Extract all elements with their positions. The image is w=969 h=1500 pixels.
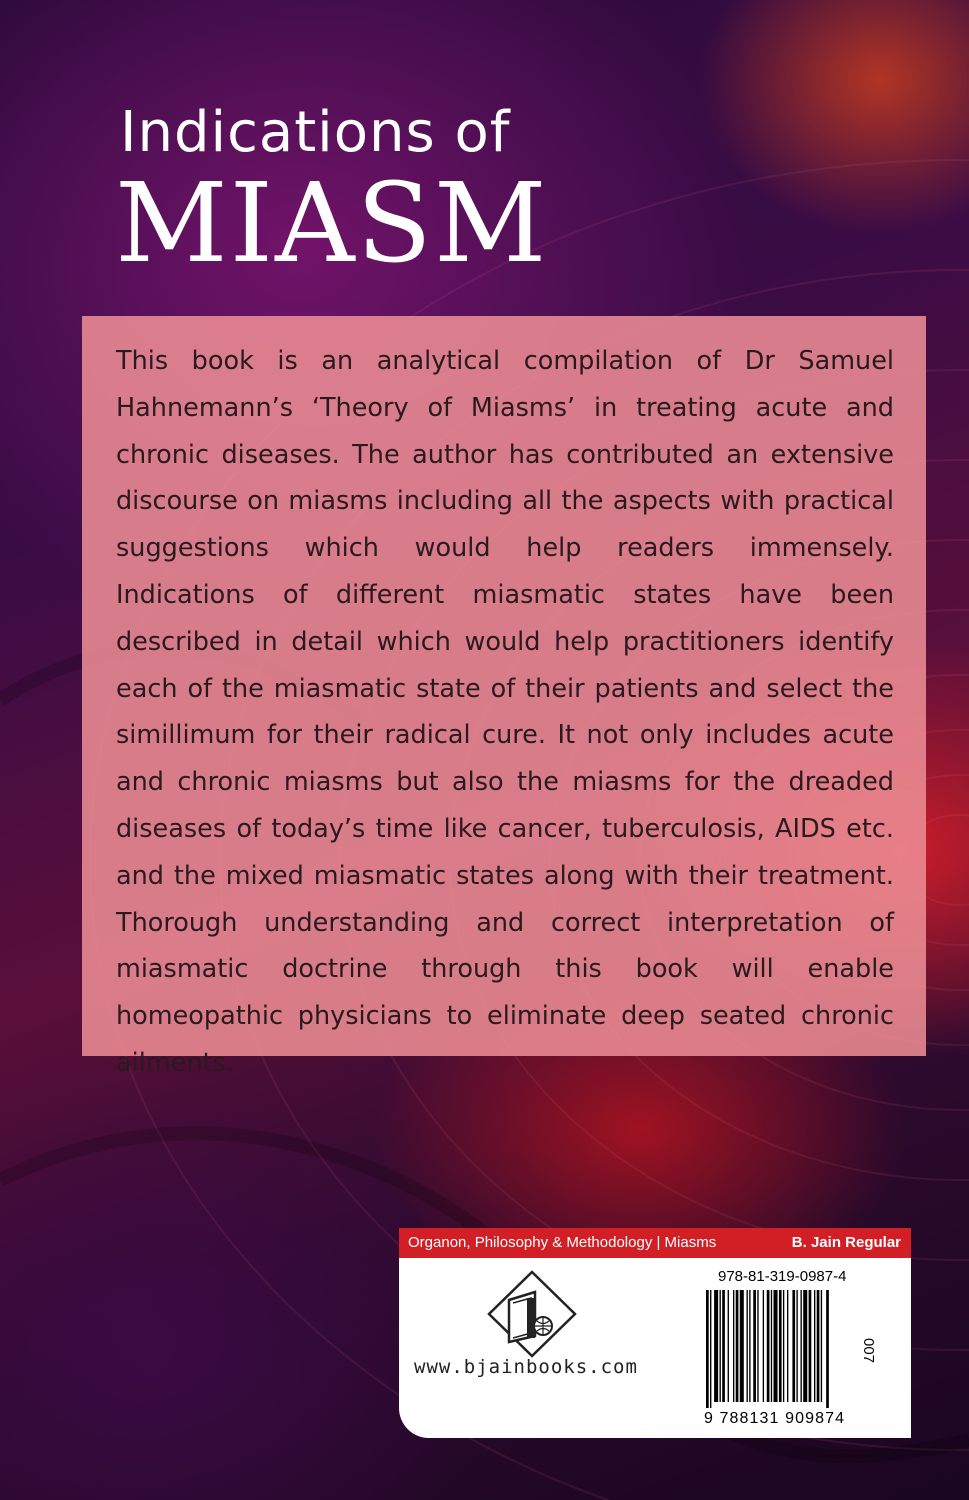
barcode-bar xyxy=(753,1290,756,1402)
title-line-1: Indications of xyxy=(120,100,511,165)
barcode-bar xyxy=(714,1290,718,1402)
description-box xyxy=(82,316,926,1078)
barcode-bar xyxy=(774,1290,778,1402)
barcode-bar xyxy=(796,1290,797,1402)
title-line-2: MIASM xyxy=(115,159,549,287)
series-label: B. Jain Regular xyxy=(791,1234,901,1251)
barcode-bar xyxy=(814,1290,815,1402)
website-url: www.bjainbooks.com xyxy=(414,1356,638,1378)
barcode-bar xyxy=(740,1290,744,1402)
category-bar xyxy=(399,1228,911,1258)
barcode-bar xyxy=(733,1290,734,1402)
barcode-bar xyxy=(728,1290,729,1402)
barcode-digits: 9 788131 909874 xyxy=(704,1410,846,1427)
addon-code: 007 xyxy=(860,1338,877,1364)
barcode-bar xyxy=(710,1290,711,1408)
barcode-bar xyxy=(767,1290,770,1402)
barcode-bar xyxy=(787,1290,788,1402)
barcode-bar xyxy=(722,1290,725,1402)
barcode-bar xyxy=(749,1290,750,1402)
barcode-bar xyxy=(779,1290,782,1402)
barcode-bar xyxy=(809,1290,812,1402)
description-text: This book is an analytical compilation of Dr Samuel Hahnemann’s ‘Theory of Miasms’ in treating acute and chronic diseases. The author has contributed an extensive discourse on miasms including all the aspects with practical suggestions which would help readers immensely. Indications of different miasmatic states have been described in detail which would help practitioners identify each of the miasmatic state of their patients and select the simillimum for their radical cure. It not only includes acute and chronic miasms but also the miasms for the dreaded diseases of today’s time like cancer, tuberculosis, AIDS etc. and the mixed miasmatic states along with their treatment. Thorough understanding and correct interpretation of miasmatic doctrine through this book will enable homeopathic physicians to eliminate deep seated chronic ailments. xyxy=(116,346,894,1078)
isbn-number: 978-81-319-0987-4 xyxy=(718,1268,847,1285)
barcode-bar xyxy=(720,1290,721,1402)
barcode xyxy=(704,1290,879,1408)
barcode-bar xyxy=(747,1290,748,1402)
barcode-bar xyxy=(792,1290,795,1402)
barcode-bar xyxy=(757,1290,758,1402)
barcode-bar xyxy=(803,1290,807,1402)
barcode-bar xyxy=(801,1290,802,1402)
barcode-bar xyxy=(783,1290,784,1402)
publisher-logo-icon xyxy=(487,1270,577,1358)
barcode-bar xyxy=(763,1290,764,1402)
info-panel xyxy=(399,1228,911,1438)
barcode-bar xyxy=(706,1290,709,1408)
barcode-bar xyxy=(817,1290,820,1402)
category-label: Organon, Philosophy & Methodology | Miasms xyxy=(408,1234,717,1251)
barcode-bar xyxy=(736,1290,739,1402)
barcode-bar xyxy=(821,1290,822,1402)
barcode-bar xyxy=(826,1290,829,1408)
barcode-bar xyxy=(771,1290,772,1402)
